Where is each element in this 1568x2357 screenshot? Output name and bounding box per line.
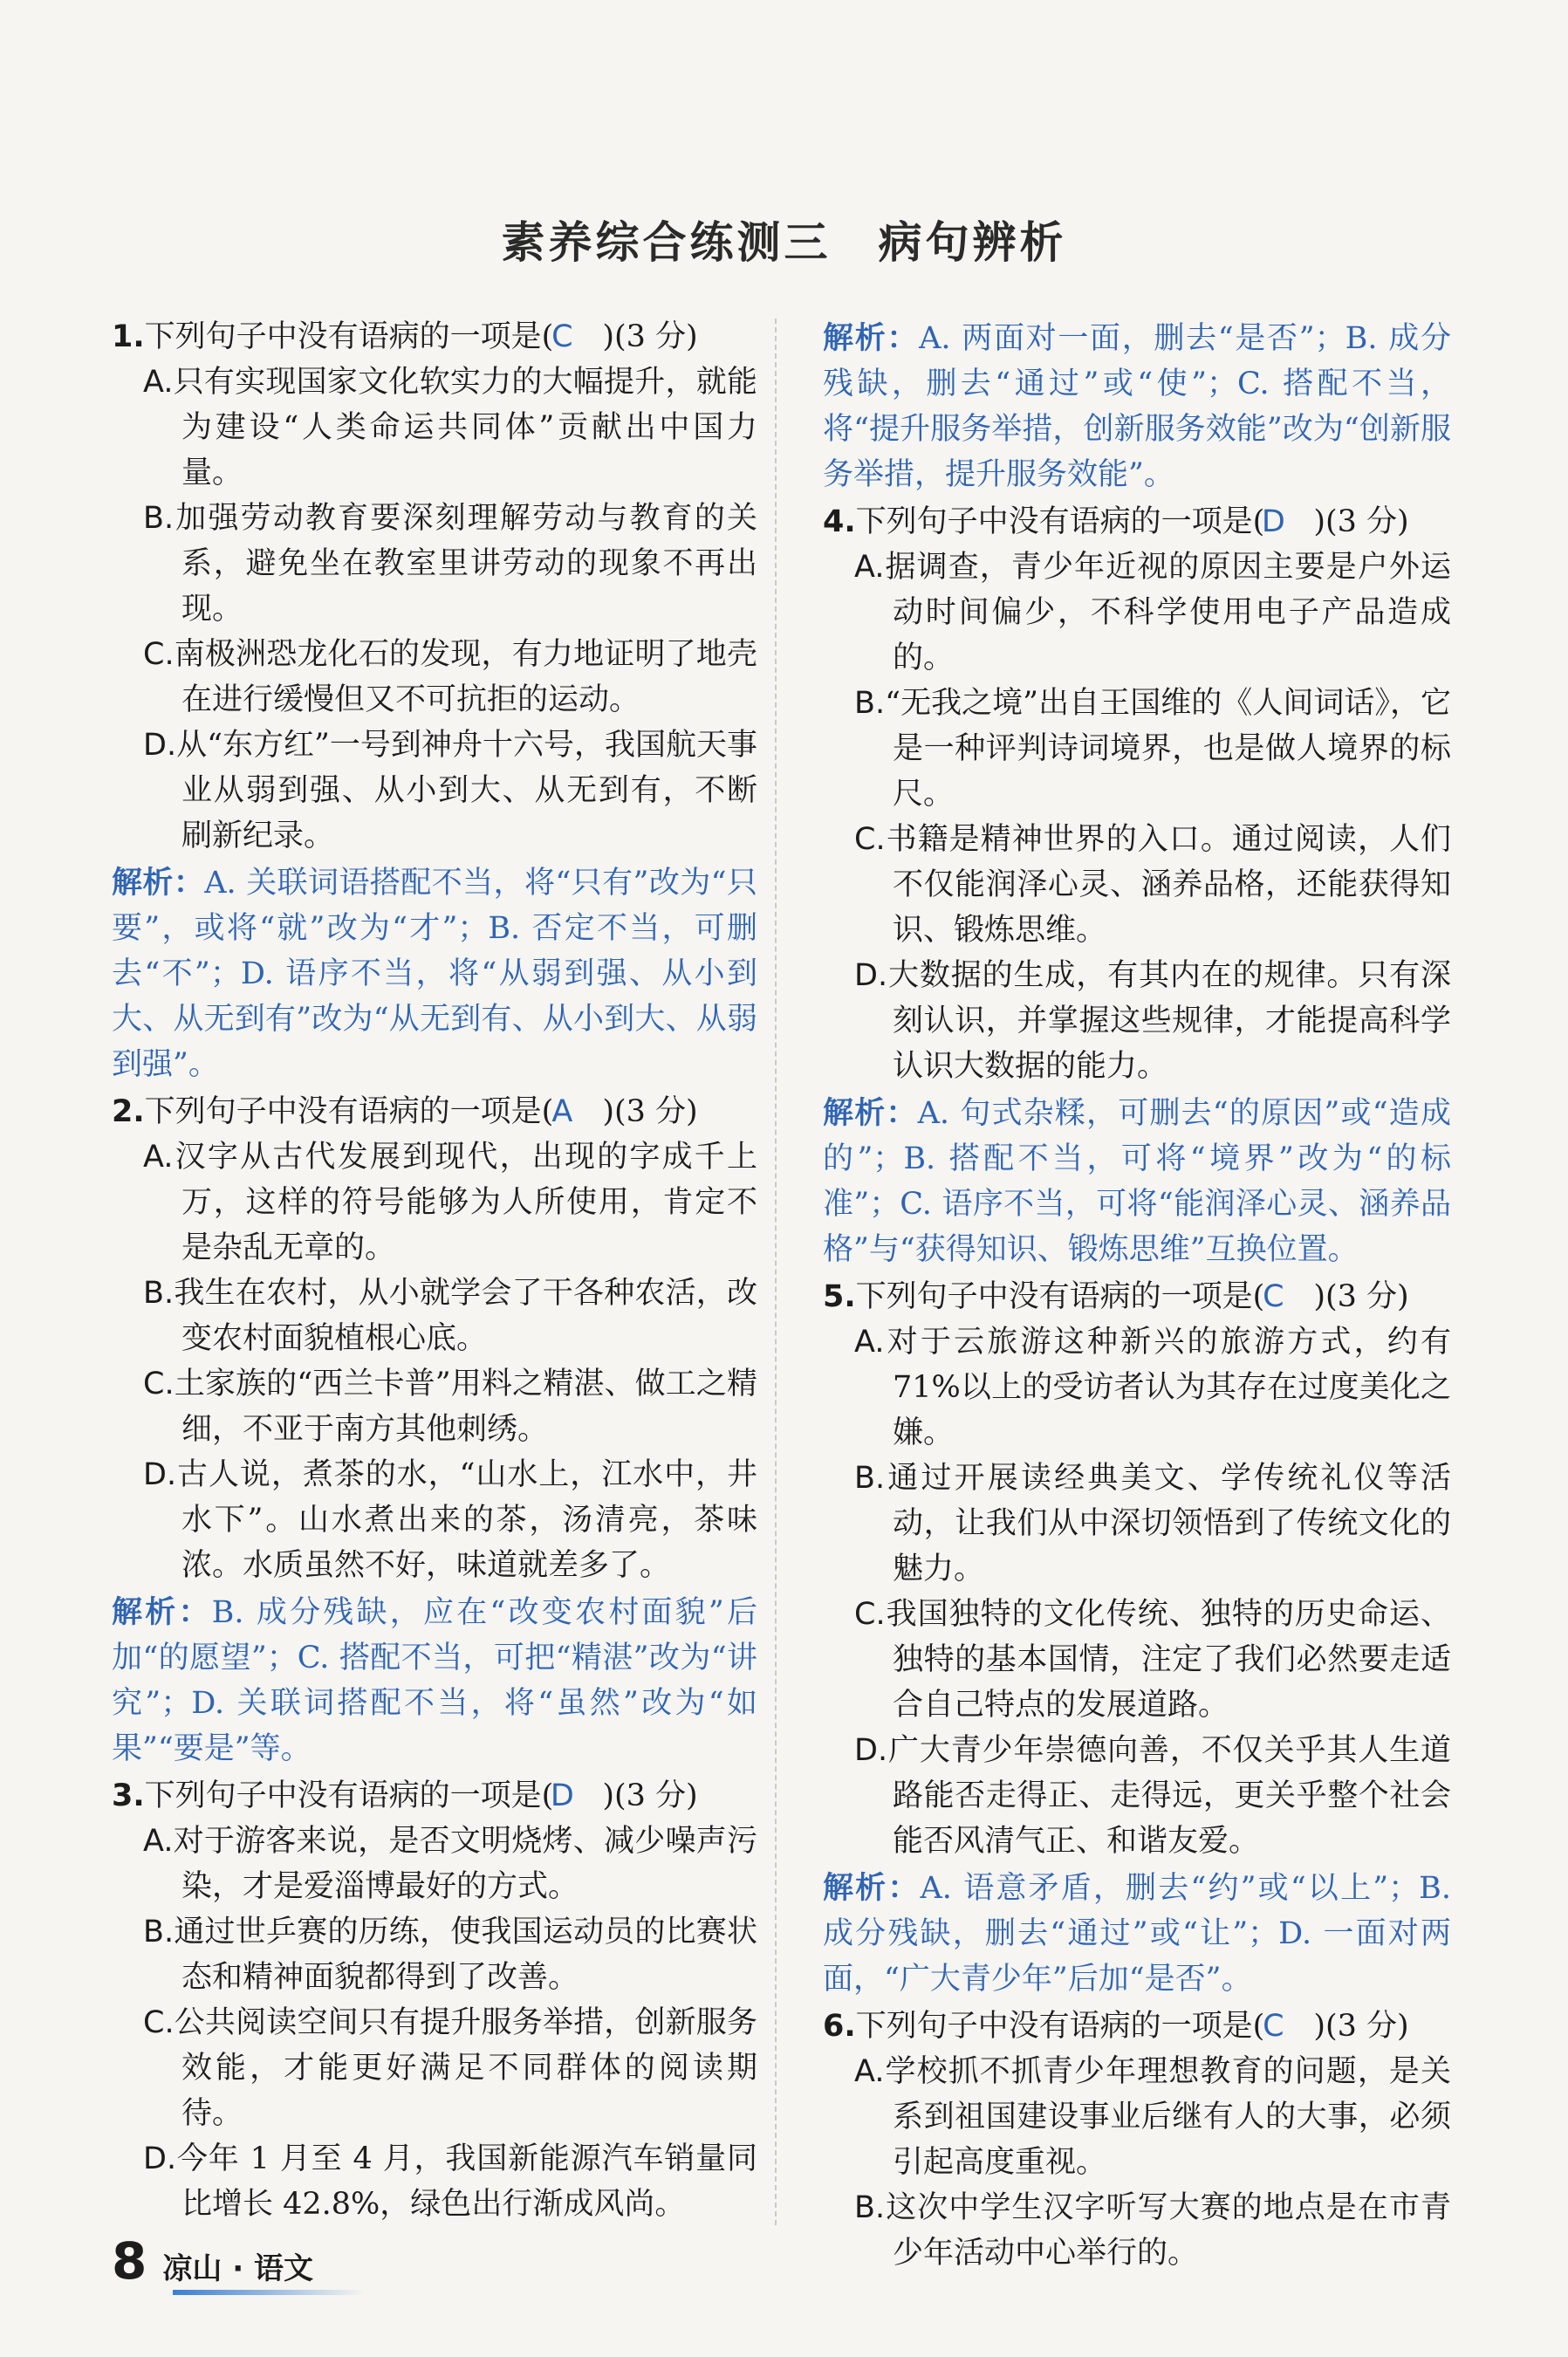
analysis-text: B. 成分残缺，应在“改变农村面貌”后加“的愿望”；C. 搭配不当，可把“精湛”改为“讲究”；D. 关联词搭配不当，将“虽然”改为“如果”“要是”等。 — [112, 1595, 757, 1766]
left-column — [112, 314, 757, 2227]
question-number: 4. — [823, 504, 856, 539]
option-label: D. — [143, 2141, 177, 2176]
option-text: 对于游客来说，是否文明烧烤、减少噪声污染，才是爱淄博最好的方式。 — [173, 1824, 757, 1904]
analysis — [823, 1866, 1451, 2002]
question-score: )(3 分) — [602, 1778, 698, 1813]
analysis-head: 解析： — [823, 1096, 918, 1131]
option-a — [112, 1819, 757, 1909]
question-text: 下列句子中没有语病的一项是( — [855, 1279, 1265, 1314]
option-c — [112, 632, 757, 723]
question-1 — [112, 314, 757, 1087]
option-text: 南极洲恐龙化石的发现，有力地证明了地壳在进行缓慢但又不可抗拒的运动。 — [174, 637, 757, 717]
analysis-head: 解析： — [112, 1595, 212, 1630]
question-score: )(3 分) — [1313, 2009, 1409, 2044]
question-stem — [112, 1089, 757, 1134]
option-label: D. — [143, 728, 177, 763]
option-text: 通过世乒赛的历练，使我国运动员的比赛状态和精神面貌都得到了改善。 — [174, 1915, 757, 1995]
right-column — [823, 314, 1451, 2276]
analysis-text: A. 关联词语搭配不当，将“只有”改为“只要”，或将“就”改为“才”；B. 否定不当，可删去“不”；D. 语序不当，将“从弱到强、从小到大、从无到有”改为“从无到有、从小到大、从弱到强”。 — [112, 866, 757, 1082]
question-score: )(3 分) — [1313, 504, 1409, 539]
option-text: 土家族的“西兰卡普”用料之精湛、做工之精细，不亚于南方其他刺绣。 — [174, 1367, 757, 1447]
question-number: 1. — [112, 319, 145, 354]
option-text: 只有实现国家文化软实力的大幅提升，就能为建设“人类命运共同体”贡献出中国力量。 — [173, 365, 757, 490]
region-subject-label: 凉山 · 语文 — [162, 2251, 313, 2286]
option-d — [112, 2136, 757, 2227]
question-stem — [823, 499, 1451, 545]
option-text: 书籍是精神世界的入口。通过阅读，人们不仅能润泽心灵、涵养品格，还能获得知识、锻炼思维。 — [885, 822, 1451, 948]
option-text: 公共阅读空间只有提升服务举措，创新服务效能，才能更好满足不同群体的阅读期待。 — [174, 2005, 757, 2131]
question-text: 下列句子中没有语病的一项是( — [855, 504, 1265, 539]
option-c — [112, 2000, 757, 2136]
option-label: D. — [854, 1733, 888, 1768]
analysis-continued — [823, 316, 1451, 497]
option-text: 今年 1 月至 4 月，我国新能源汽车销量同比增长 42.8%，绿色出行渐成风尚。 — [176, 2141, 757, 2222]
analysis — [112, 860, 757, 1087]
analysis-head: 解析： — [823, 321, 920, 356]
question-score: )(3 分) — [602, 319, 698, 354]
question-text: 下列句子中没有语病的一项是( — [144, 319, 554, 354]
analysis-text: A. 句式杂糅，可删去“的原因”或“造成的”；B. 搭配不当，可将“境界”改为“的标准”；C. 语序不当，可将“能润泽心灵、涵养品格”与“获得知识、锻炼思维”互换位置。 — [823, 1096, 1451, 1267]
option-c — [823, 817, 1451, 953]
analysis-head: 解析： — [823, 1871, 921, 1906]
page-title: 素养综合练测三 病句辨析 — [501, 217, 1067, 268]
option-d — [823, 1728, 1451, 1864]
option-text: 古人说，煮茶的水，“山水上，江水中，井水下”。山水煮出来的茶，汤清亮，茶味浓。水质虽然不好，味道就差多了。 — [176, 1457, 757, 1583]
option-label: B. — [143, 1915, 175, 1949]
option-label: B. — [143, 1276, 175, 1311]
option-text: “无我之境”出自王国维的《人间词话》，它是一种评判诗词境界，也是做人境界的标尺。 — [885, 686, 1451, 812]
question-3 — [112, 1773, 757, 2227]
option-text: 学校抓不抓青少年理想教育的问题，是关系到祖国建设事业后继有人的大事，必须引起高度重视。 — [884, 2054, 1451, 2180]
option-label: C. — [854, 1597, 886, 1632]
question-5 — [823, 1274, 1451, 2002]
option-label: D. — [854, 958, 888, 993]
analysis — [823, 1091, 1451, 1272]
answer-letter: A — [551, 1094, 573, 1129]
option-label: A. — [854, 1325, 885, 1360]
option-a — [823, 1319, 1451, 1456]
option-b — [112, 1271, 757, 1361]
answer-letter: C — [1263, 2009, 1284, 2044]
option-label: A. — [143, 365, 174, 400]
question-2 — [112, 1089, 757, 1771]
option-text: 从“东方红”一号到神舟十六号，我国航天事业从弱到强、从小到大、从无到有，不断刷新纪录。 — [176, 728, 757, 853]
option-c — [112, 1361, 757, 1452]
page-number: 8 — [112, 2231, 147, 2291]
option-b — [112, 496, 757, 632]
question-number: 3. — [112, 1778, 145, 1813]
answer-letter: C — [551, 319, 573, 354]
option-label: A. — [143, 1140, 174, 1175]
option-text: 我生在农村，从小就学会了干各种农活，改变农村面貌植根心底。 — [174, 1276, 757, 1356]
answer-letter: D — [1261, 504, 1285, 539]
option-label: B. — [143, 501, 175, 536]
option-a — [112, 360, 757, 496]
question-4 — [823, 499, 1451, 1272]
question-score: )(3 分) — [602, 1094, 698, 1129]
option-a — [112, 1134, 757, 1271]
column-divider — [775, 319, 777, 2225]
option-text: 对于云旅游这种新兴的旅游方式，约有 71%以上的受访者认为其存在过度美化之嫌。 — [884, 1325, 1451, 1450]
analysis-head: 解析： — [112, 866, 205, 901]
option-b — [823, 2185, 1451, 2276]
question-text: 下列句子中没有语病的一项是( — [855, 2009, 1265, 2044]
question-number: 5. — [823, 1279, 856, 1314]
option-text: 加强劳动教育要深刻理解劳动与教育的关系，避免坐在教室里讲劳动的现象不再出现。 — [174, 501, 757, 627]
question-stem — [112, 314, 757, 360]
option-label: B. — [854, 686, 886, 721]
option-label: C. — [143, 1367, 175, 1401]
question-stem — [823, 1274, 1451, 1319]
option-label: C. — [143, 2005, 175, 2040]
option-text: 大数据的生成，有其内在的规律。只有深刻认识，并掌握这些规律，才能提高科学认识大数据的能力。 — [887, 958, 1451, 1084]
option-label: C. — [854, 822, 886, 857]
option-label: C. — [143, 637, 175, 672]
answer-letter: C — [1263, 1279, 1284, 1314]
option-c — [823, 1592, 1451, 1728]
analysis-text: A. 语意矛盾，删去“约”或“以上”；B. 成分残缺，删去“通过”或“让”；D. 一面对两面，“广大青少年”后加“是否”。 — [823, 1871, 1451, 1997]
option-b — [112, 1909, 757, 2000]
option-d — [112, 723, 757, 859]
option-a — [823, 545, 1451, 681]
option-d — [823, 953, 1451, 1089]
option-b — [823, 681, 1451, 817]
option-label: B. — [854, 2190, 886, 2225]
analysis — [112, 1590, 757, 1771]
question-number: 2. — [112, 1094, 145, 1129]
question-score: )(3 分) — [1313, 1279, 1409, 1314]
option-b — [823, 1456, 1451, 1592]
option-label: D. — [143, 1457, 177, 1492]
question-stem — [112, 1773, 757, 1819]
analysis-text: A. 两面对一面，删去“是否”；B. 成分残缺，删去“通过”或“使”；C. 搭配不当，将“提升服务举措，创新服务效能”改为“创新服务举措，提升服务效能”。 — [823, 321, 1451, 492]
question-6 — [823, 2004, 1451, 2276]
question-text: 下列句子中没有语病的一项是( — [144, 1778, 554, 1813]
option-a — [823, 2049, 1451, 2185]
option-label: A. — [143, 1824, 174, 1859]
option-text: 据调查，青少年近视的原因主要是户外运动时间偏少，不科学使用电子产品造成的。 — [884, 550, 1451, 675]
option-label: A. — [854, 2054, 885, 2089]
page-footer — [112, 2231, 313, 2291]
option-text: 通过开展读经典美文、学传统礼仪等活动，让我们从中深切领悟到了传统文化的魅力。 — [885, 1461, 1451, 1586]
footer-underline — [173, 2290, 365, 2295]
option-text: 我国独特的文化传统、独特的历史命运、独特的基本国情，注定了我们必然要走适合自己特点的发展道路。 — [885, 1597, 1451, 1723]
option-label: B. — [854, 1461, 886, 1496]
option-text: 广大青少年崇德向善，不仅关乎其人生道路能否走得正、走得远，更关乎整个社会能否风清气正、和谐友爱。 — [887, 1733, 1451, 1859]
option-label: A. — [854, 550, 885, 585]
question-text: 下列句子中没有语病的一项是( — [144, 1094, 554, 1129]
option-text: 汉字从古代发展到现代，出现的字成千上万，这样的符号能够为人所使用，肯定不是杂乱无章的。 — [173, 1140, 757, 1265]
answer-letter: D — [550, 1778, 574, 1813]
question-number: 6. — [823, 2009, 856, 2044]
option-d — [112, 1452, 757, 1588]
option-text: 这次中学生汉字听写大赛的地点是在市青少年活动中心举行的。 — [885, 2190, 1451, 2271]
question-stem — [823, 2004, 1451, 2049]
